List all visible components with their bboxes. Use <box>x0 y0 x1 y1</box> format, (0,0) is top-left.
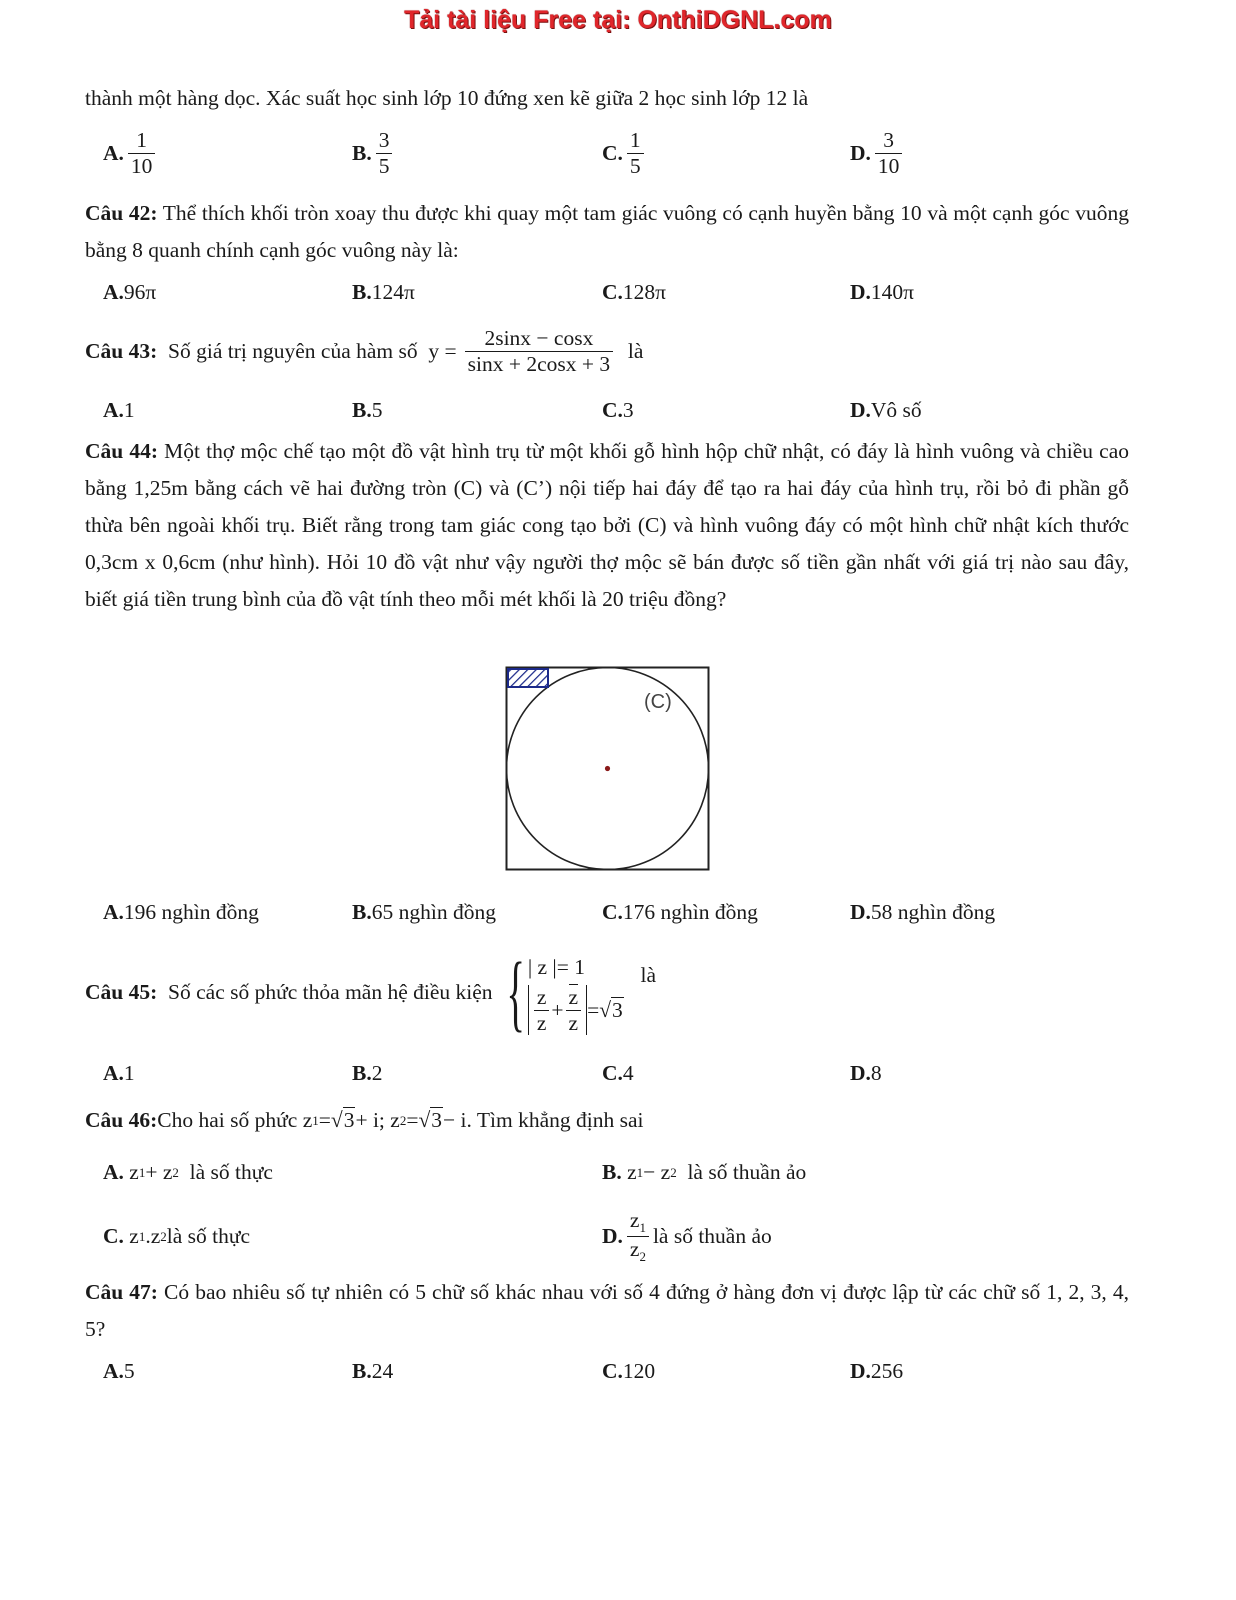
fraction: $\frac{1}{5}$ <box>627 128 644 178</box>
q45-options <box>85 1052 1129 1094</box>
q46-option-b: B. z 1 − z 2 là số thuần ảo <box>602 1159 807 1184</box>
q43-option-d: D. Vô số <box>850 397 922 422</box>
q42-question: Câu 42: Thể thích khối tròn xoay thu được khi quay một tam giác vuông có cạnh huyền bằng 10 và một cạnh góc vuông bằng 8 quanh chính cạnh góc vuông này là: <box>85 201 1129 262</box>
download-banner[interactable]: Tải tài liệu Free tại: OnthiDGNL.com <box>404 6 832 34</box>
q46-question: Câu 46: Cho hai số phức z 1 = √3 + i; z 2 = √3 − i . Tìm khẳng định sai <box>85 1107 644 1132</box>
q46-options-row1 <box>85 1146 1129 1198</box>
q45-question: Câu 45: Số các số phức thỏa mãn hệ điều kiện { | z |= 1 $\frac{z}{z}$ + $\frac{z}{z}$ = √3 là <box>85 944 657 1040</box>
fraction: $\frac{3}{5}$ <box>376 128 393 178</box>
q41-text: thành một hàng dọc. Xác suất học sinh lớp 10 đứng xen kẽ giữa 2 học sinh lớp 12 là <box>85 86 809 110</box>
q45-option-a: A. 1 <box>103 1060 135 1085</box>
q44-option-c: C. 176 nghìn đồng <box>602 899 758 924</box>
q43-option-b: B. 5 <box>352 397 383 422</box>
brace-icon: { <box>505 944 525 1040</box>
q41-option-a: A. $\frac{1}{10}$ <box>103 128 159 178</box>
q47-option-a: A. 5 <box>103 1358 135 1383</box>
q41-option-b: B. $\frac{3}{5}$ <box>352 128 396 178</box>
fraction: $\frac{3}{10}$ <box>875 128 903 178</box>
fraction: $\frac{1}{10}$ <box>128 128 156 178</box>
q44-options <box>85 892 1129 932</box>
hatched-rectangle <box>508 669 548 687</box>
q42-option-b: B. 124π <box>352 279 415 304</box>
circle-label: (C) <box>644 691 672 713</box>
q43-fraction: $\frac{2\sin x - \cos x}{\sin x + 2\cos x + 3}$ <box>465 326 614 376</box>
q45-option-b: B. 2 <box>352 1060 383 1085</box>
q43-option-a: A. 1 <box>103 397 135 422</box>
q47-option-d: D. 256 <box>850 1358 904 1383</box>
q41-options <box>85 117 1129 189</box>
center-point <box>605 766 610 771</box>
page-content-lower <box>85 892 1129 1394</box>
q46-options-row2 <box>85 1198 1129 1274</box>
q45-system: { | z |= 1 $\frac{z}{z}$ + $\frac{z}{z}$ = √3 <box>505 944 623 1040</box>
q46-option-a: A. z 1 + z 2 là số thực <box>103 1159 273 1184</box>
q45-option-c: C. 4 <box>602 1060 634 1085</box>
page-content <box>85 80 1129 618</box>
q42-option-d: D. 140π <box>850 279 915 304</box>
q42-options <box>85 269 1129 315</box>
q41-option-c: C. $\frac{1}{5}$ <box>602 128 648 178</box>
q44-figure <box>505 666 711 872</box>
q47-option-c: C. 120 <box>602 1358 656 1383</box>
fraction: $\frac{z_1}{z_2}$ <box>627 1208 649 1265</box>
q46-option-c: C. z 1 .z 2 là số thực <box>103 1223 251 1248</box>
q47-option-b: B. 24 <box>352 1358 394 1383</box>
q44-option-a: A. 196 nghìn đồng <box>103 899 259 924</box>
q46-option-d: D. $\frac{z_1}{z_2}$ là số thuần ảo <box>602 1207 772 1264</box>
q44-option-d: D. 58 nghìn đồng <box>850 899 996 924</box>
q41-option-d: D. $\frac{3}{10}$ <box>850 128 906 178</box>
q45-option-d: D. 8 <box>850 1060 882 1085</box>
q43-question: Câu 43: Số giá trị nguyên của hàm số y = $\frac{2\sin x - \cos x}{\sin x + 2\cos x + 3}$ là <box>85 325 644 376</box>
q47-options <box>85 1348 1129 1394</box>
q42-option-a: A. 96π <box>103 279 157 304</box>
q42-option-c: C. 128π <box>602 279 667 304</box>
q44-question: Câu 44: Một thợ mộc chế tạo một đồ vật hình trụ từ một khối gỗ hình hộp chữ nhật, có đáy là hình vuông và chiều cao bằng 1,25m bằng cách vẽ hai đường tròn (C) và (C’) nội tiếp hai đáy để tạo ra hai đáy của hình trụ, rồi bỏ đi phần gỗ thừa bên ngoài khối trụ. Biết rằng trong tam giác cong tạo bởi (C) và hình vuông đáy có một hình chữ nhật kích thước 0,3cm x 0,6cm (như hình). Hỏi 10 đồ vật như vậy người thợ mộc sẽ bán được số tiền gần nhất với giá trị nào sau đây, biết giá tiền trung bình của đồ vật tính theo mỗi mét khối là 20 triệu đồng? <box>85 439 1129 611</box>
q47-question: Câu 47: Có bao nhiêu số tự nhiên có 5 chữ số khác nhau với số 4 đứng ở hàng đơn vị được lập từ các chữ số 1, 2, 3, 4, 5? <box>85 1280 1129 1341</box>
q43-options <box>85 387 1129 433</box>
q44-option-b: B. 65 nghìn đồng <box>352 899 496 924</box>
q43-option-c: C. 3 <box>602 397 634 422</box>
